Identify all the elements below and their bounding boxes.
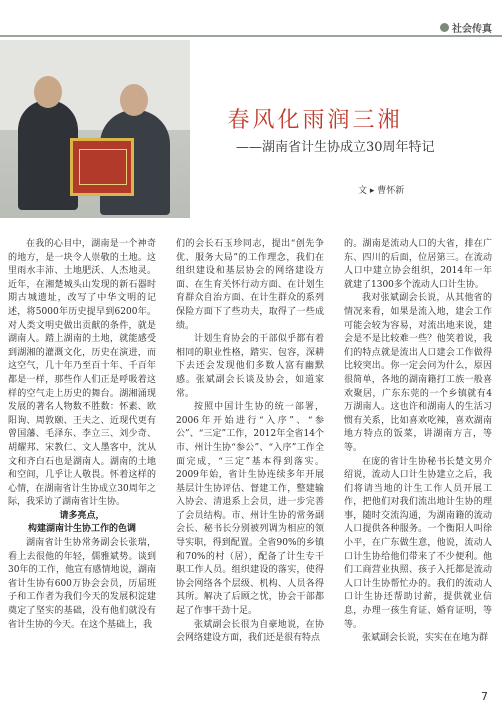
section-label: 社会传真 xyxy=(452,24,492,35)
paragraph: 计划生育协会的干部似乎都有着相同的职业性格，踏实、包容，深耕下去还会发现他们多数人富有幽默感。张斌副会长谈及协会，如道家常。 xyxy=(176,334,324,399)
section-heading: 构建湖南计生协工作的色调 xyxy=(27,524,136,535)
section-tag xyxy=(440,20,492,35)
paragraph: 张斌副会长说，实实在在地为群 xyxy=(362,633,489,644)
article-column-3 xyxy=(344,238,492,646)
section-heading: 请多亮点， xyxy=(59,510,105,521)
author-byline: 文 ▸ 曹怀新 xyxy=(358,186,405,196)
paragraph: 在我的心目中，湖南是一个神奇的地方，是一块令人崇敬的土地。这里雨水丰沛、土地肥沃、人杰地灵。近年，在湘楚城头山发现的新石器时期古城遗址，改写了中华文明的记述，将5000年历史提早到6200年。对人类文明史做出贡献的条件，就是湖南人。踏上湖南的土地，就能感受到湖湘的灌溉文化，历史在演进，而这空气，几十年乃至百十年、千百年都是一样，那些作人们正是呼吸着这样的空气走上历史的舞台。湖湘涌现发展的著名人物数不胜数：怀素、欧阳询、周敦颐、王夫之、近现代更有曾国藩、毛泽东、李立三、刘少奇、胡耀邦、宋教仁、文人墨客中，沈从文和齐白石也是湖南人。湖南的土地和空间，几乎让人敬畏。怀着这样的心情，在湖南省计生协成立30周年之际，我采访了湖南省计生协。 xyxy=(8,239,156,508)
article-photo xyxy=(0,40,190,218)
article-subtitle: ——湖南省计生协成立30周年特记 xyxy=(236,140,435,155)
paragraph: 在庞的省计生协秘书长楚文男介绍说，流动人口计生协建立之后，我们将请当地的计生工作人员开展工作，把他们对我们流出地计生协的理事，随时交流沟通，为湖南籍的流动人口提供各种服务。一个衡阳人叫徐小平，在广东做生意，他说，流动人口计生协给他们带来了不少便利。他们工商营业执照、孩子入托都是流动人口计生协帮忙办的。我们的流动人口计生协还帮助讨薪，提供就业信息，办理一孩生育证、婚育证明，等等。 xyxy=(344,456,492,630)
article-title: 春风化雨润三湘 xyxy=(227,108,403,133)
paragraph: 的。湖南是流动人口的大省，排在广东、四川的后面，位居第三。在流动人口中建立协会组织，2014年一年就建了1300多个流动人口计生协。 xyxy=(344,239,492,290)
paragraph: 湖南省计生协常务副会长张瑞，看上去很他的年轻，儒雅斌势。谈到30年的工作，他宣有感情地说，湖南省计生协有600万协会会员，历届班子和工作者为我们今天的发展积淀建奠定了坚实的基础，没有他们就没有省计生协的今天。在这个基础上，我 xyxy=(8,538,156,630)
paragraph: 们的会长石玉珍同志，提出“创先争优、服务大局”的工作理念，我们在组织建设和基层协会的网络建设方面、在生育关怀行动方面、在计划生育群众自治方面、在计生群众的系列保险方面下了些功夫，取得了一些成绩。 xyxy=(176,239,324,331)
paragraph: 我对张斌副会长说，从其他省的情况来看，如果是流入地，建会工作可能会较为容易，对流出地来说，建会是不是比较难一些？他笑着说，我们的特点就是流出人口建会工作做得比较突出。你一定会问为什么，原因很简单，各地的湖南籍打工族一般喜欢聚居，广东东莞的一个乡镇就有4万湖南人。这也许和湖南人的生活习惯有关系，比如喜欢吃辣，喜欢湖南地方特点的饭菜，讲湖南方言，等等。 xyxy=(344,293,492,453)
paragraph: 按照中国计生协的统一部署，2006年开始进行“入序”、“参公”、“三定”工作，2012年全省14个市、州计生协“参公”、“入序”工作全面完成，“三定”基本得到落实。2009年始，省计生协连续多年开展基层计生协评估、督建工作，整建输入协会、清退系上会员，进一步完善了会员结构。市、州计生协的常务副会长、秘书长分别被列调为相应的领导实职，得到配置。全省90%的乡镇和70%的村（居），配备了计生专干职工作人员。组织建设的落实，使得协会网络各个层级、机构、人员各得其所。解决了后顾之忧，协会干部都起了作事干劲十足。 xyxy=(176,402,324,617)
article-column-1 xyxy=(8,238,156,632)
paragraph: 张斌副会长很为自豪地说，在协会网络建设方面，我们还是很有特点 xyxy=(176,619,324,644)
bullet-icon xyxy=(440,23,449,32)
page-number: 7 xyxy=(481,690,488,703)
article-column-2 xyxy=(176,238,324,646)
header-rule xyxy=(0,35,502,37)
